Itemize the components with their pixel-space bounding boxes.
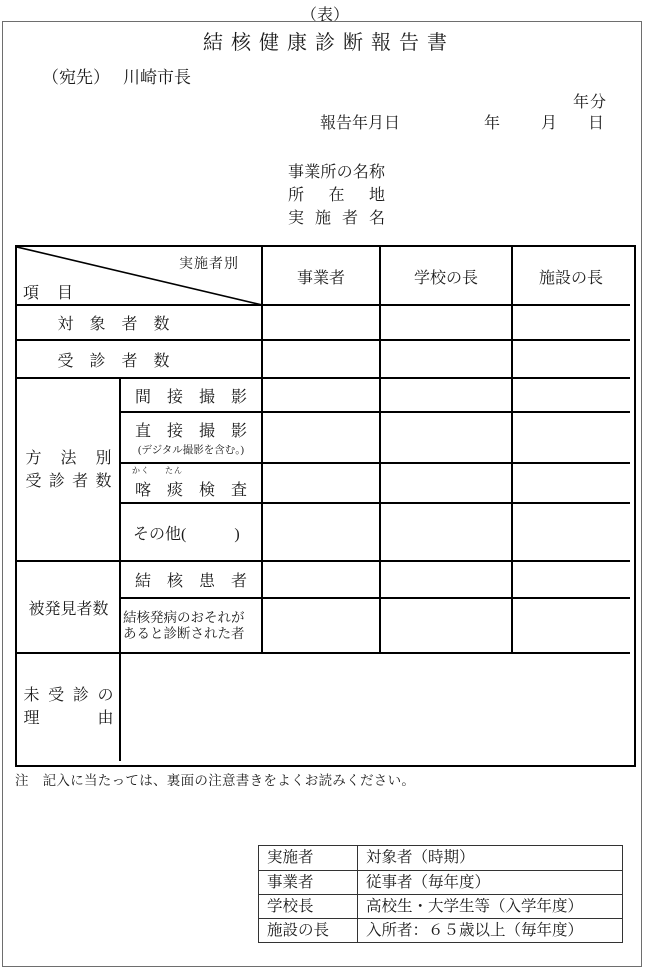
schedule-row-school-target: 高校生・大学生等（入学年度）: [358, 894, 622, 918]
schedule-row-facility-target: 入所者：６５歳以上（毎年度）: [358, 918, 622, 942]
cell-targets-school: [380, 305, 512, 340]
cell-examined-school: [380, 340, 512, 378]
cell-patients-school: [380, 561, 512, 598]
addressee-name: 川崎市長: [123, 68, 191, 87]
form-title: 結核健康診断報告書: [203, 32, 455, 54]
cell-patients-employer: [262, 561, 380, 598]
row-label-examined-count: 受診者数: [57, 352, 170, 370]
furigana-tan: たん: [165, 466, 183, 475]
row-label-sputum-test: かく たん 喀痰検査: [132, 466, 247, 499]
column-header-school-head: 学校の長: [413, 269, 478, 287]
group-label-found-persons: 被発見者数: [28, 600, 109, 618]
cell-indirect-facility: [512, 378, 630, 412]
cell-direct-employer: [262, 412, 380, 463]
schedule-row-school-head: 学校長: [259, 894, 358, 918]
cell-targets-facility: [512, 305, 630, 340]
month-unit-label: 月: [541, 115, 558, 132]
schedule-table: [258, 845, 623, 943]
cell-examined-facility: [512, 340, 630, 378]
column-header-employer: 事業者: [296, 269, 345, 287]
cell-sputum-school: [380, 463, 512, 503]
cell-examined-employer: [262, 340, 380, 378]
cell-direct-facility: [512, 412, 630, 463]
office-location-label: 所在地: [288, 187, 385, 204]
row-label-suspected-tb: 結核発病のおそれが あると診断された者: [123, 609, 245, 641]
cell-suspected-facility: [512, 598, 630, 653]
report-table: [15, 245, 636, 767]
cell-indirect-employer: [262, 378, 380, 412]
cell-other-school: [380, 503, 512, 561]
row-label-other-method: その他( ): [133, 525, 240, 543]
row-label-tb-patients: 結核患者: [135, 573, 247, 590]
furigana-kaku: かく: [132, 466, 150, 475]
column-header-facility-head: 施設の長: [538, 269, 603, 287]
day-unit-label: 日: [588, 115, 605, 132]
office-name-label: 事業所の名称: [288, 164, 385, 181]
cell-suspected-school: [380, 598, 512, 653]
cell-targets-employer: [262, 305, 380, 340]
fiscal-year-label: 年分: [573, 94, 608, 111]
report-date-label: 報告年月日: [320, 115, 401, 132]
addressee-line: [42, 63, 191, 88]
implementer-name-label: 実施者名: [288, 210, 385, 227]
schedule-target-header: 対象者（時期）: [366, 849, 475, 866]
year-unit-label: 年: [484, 115, 501, 132]
cell-other-employer: [262, 503, 380, 561]
group-label-by-method: 方法別 受診者数: [25, 449, 112, 490]
cell-direct-school: [380, 412, 512, 463]
cell-patients-facility: [512, 561, 630, 598]
face-side-label: （表）: [300, 7, 349, 24]
row-label-indirect-xray: 間接撮影: [135, 388, 247, 406]
cell-sputum-facility: [512, 463, 630, 503]
schedule-implementer-header: 実施者: [259, 846, 358, 870]
cell-other-facility: [512, 503, 630, 561]
cell-unexamined-reason: [120, 653, 630, 761]
row-label-direct-xray: 直接撮影 (デジタル撮影を含む。): [135, 423, 247, 456]
corner-item-label: 項目: [23, 285, 73, 302]
schedule-row-employer: 事業者: [259, 870, 358, 894]
cell-sputum-employer: [262, 463, 380, 503]
schedule-row-employer-target: 従事者（毎年度）: [358, 870, 622, 894]
digital-xray-note: (デジタル撮影を含む。): [137, 445, 245, 456]
fill-in-note: 注 記入に当たっては、裏面の注意書きをよくお読みください。: [15, 773, 416, 788]
table-corner-cell: [17, 247, 262, 305]
row-label-target-count: 対象者数: [57, 316, 170, 333]
cell-suspected-employer: [262, 598, 380, 653]
addressee-prefix: （宛先）: [42, 68, 110, 87]
cell-indirect-school: [380, 378, 512, 412]
row-label-unexamined-reason: 未受診の 理由: [23, 687, 114, 727]
schedule-row-facility-head: 施設の長: [259, 918, 358, 942]
corner-by-implementer-label: 実施者別: [179, 257, 239, 272]
